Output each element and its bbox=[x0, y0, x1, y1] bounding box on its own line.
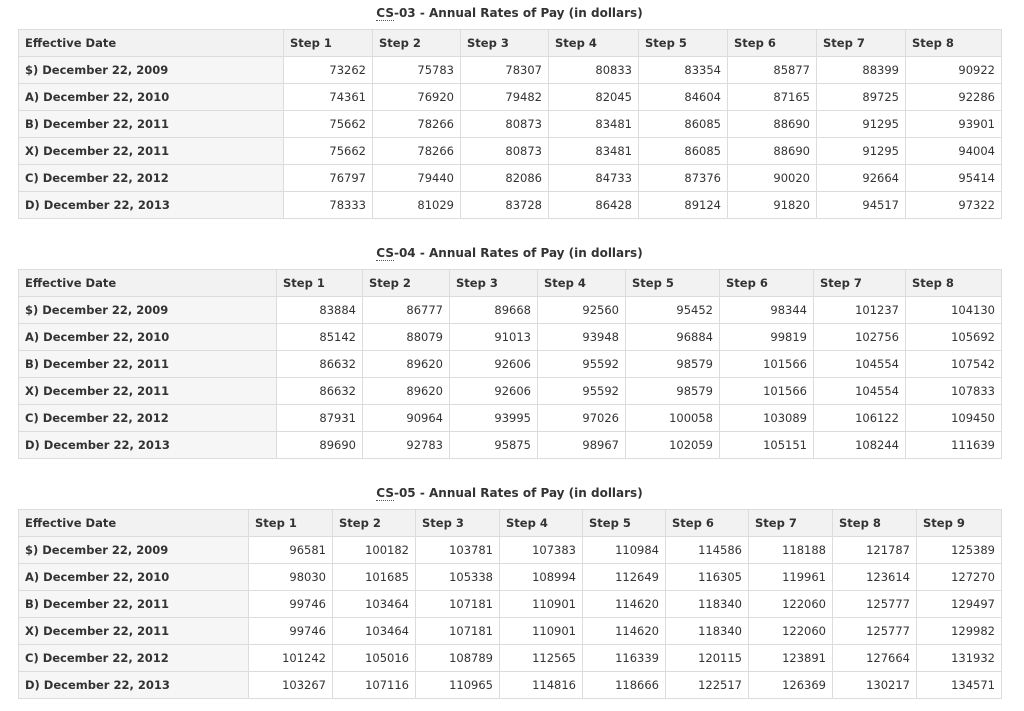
pay-rate-cell: 107181 bbox=[416, 591, 500, 618]
pay-rate-cell: 99819 bbox=[720, 324, 814, 351]
pay-rate-cell: 88690 bbox=[728, 111, 817, 138]
pay-rate-cell: 95592 bbox=[538, 378, 626, 405]
pay-rate-cell: 83354 bbox=[639, 57, 728, 84]
caption-text: -04 - Annual Rates of Pay (in dollars) bbox=[393, 246, 643, 260]
pay-rate-cell: 73262 bbox=[284, 57, 373, 84]
pay-rate-cell: 86632 bbox=[277, 378, 363, 405]
pay-rates-table bbox=[18, 509, 1002, 699]
pay-rate-cell: 89668 bbox=[450, 297, 538, 324]
pay-rate-cell: 83481 bbox=[549, 138, 639, 165]
column-header-step: Step 6 bbox=[728, 30, 817, 57]
pay-rate-cell: 91820 bbox=[728, 192, 817, 219]
column-header-step: Step 7 bbox=[817, 30, 906, 57]
pay-rate-cell: 98579 bbox=[626, 351, 720, 378]
effective-date-cell: C) December 22, 2012 bbox=[19, 405, 277, 432]
pay-rate-cell: 116305 bbox=[666, 564, 749, 591]
pay-rate-cell: 87931 bbox=[277, 405, 363, 432]
effective-date-cell: $) December 22, 2009 bbox=[19, 297, 277, 324]
pay-rate-cell: 110965 bbox=[416, 672, 500, 699]
table-row bbox=[19, 432, 1002, 459]
pay-rate-cell: 86085 bbox=[639, 138, 728, 165]
pay-rate-cell: 122060 bbox=[749, 591, 833, 618]
pay-rate-cell: 103089 bbox=[720, 405, 814, 432]
pay-rate-cell: 127664 bbox=[833, 645, 917, 672]
pay-rate-cell: 96581 bbox=[249, 537, 333, 564]
pay-rate-cell: 101566 bbox=[720, 351, 814, 378]
effective-date-cell: A) December 22, 2010 bbox=[19, 84, 284, 111]
effective-date-cell: B) December 22, 2011 bbox=[19, 111, 284, 138]
pay-rate-cell: 94517 bbox=[817, 192, 906, 219]
table-row bbox=[19, 165, 1002, 192]
column-header-step: Step 1 bbox=[277, 270, 363, 297]
effective-date-cell: B) December 22, 2011 bbox=[19, 351, 277, 378]
pay-rate-cell: 81029 bbox=[373, 192, 461, 219]
pay-rate-cell: 122060 bbox=[749, 618, 833, 645]
column-header-step: Step 6 bbox=[666, 510, 749, 537]
pay-rate-cell: 127270 bbox=[917, 564, 1002, 591]
pay-rate-cell: 129497 bbox=[917, 591, 1002, 618]
table-row bbox=[19, 591, 1002, 618]
pay-rate-cell: 92606 bbox=[450, 351, 538, 378]
pay-rate-cell: 89124 bbox=[639, 192, 728, 219]
effective-date-cell: D) December 22, 2013 bbox=[19, 672, 249, 699]
pay-rate-cell: 95592 bbox=[538, 351, 626, 378]
column-header-step: Step 5 bbox=[583, 510, 666, 537]
effective-date-cell: D) December 22, 2013 bbox=[19, 432, 277, 459]
header-row bbox=[19, 270, 1002, 297]
pay-rate-cell: 76797 bbox=[284, 165, 373, 192]
pay-rate-cell: 76920 bbox=[373, 84, 461, 111]
column-header-step: Step 5 bbox=[639, 30, 728, 57]
column-header-step: Step 8 bbox=[906, 30, 1002, 57]
pay-rate-cell: 83884 bbox=[277, 297, 363, 324]
pay-rate-cell: 89620 bbox=[363, 378, 450, 405]
column-header-step: Step 8 bbox=[906, 270, 1002, 297]
caption-abbreviation: CS bbox=[376, 246, 394, 260]
caption-text: -05 - Annual Rates of Pay (in dollars) bbox=[393, 486, 643, 500]
effective-date-cell: X) December 22, 2011 bbox=[19, 378, 277, 405]
pay-rate-cell: 92783 bbox=[363, 432, 450, 459]
column-header-step: Step 2 bbox=[373, 30, 461, 57]
pay-rate-cell: 97322 bbox=[906, 192, 1002, 219]
table-caption bbox=[18, 5, 1001, 21]
pay-rate-cell: 78333 bbox=[284, 192, 373, 219]
table-row bbox=[19, 192, 1002, 219]
pay-rate-cell: 102059 bbox=[626, 432, 720, 459]
pay-rate-cell: 101566 bbox=[720, 378, 814, 405]
pay-rate-cell: 88690 bbox=[728, 138, 817, 165]
pay-rate-cell: 116339 bbox=[583, 645, 666, 672]
pay-rate-cell: 91295 bbox=[817, 111, 906, 138]
pay-rate-cell: 78266 bbox=[373, 138, 461, 165]
pay-rate-cell: 78307 bbox=[461, 57, 549, 84]
pay-rate-cell: 112649 bbox=[583, 564, 666, 591]
effective-date-cell: A) December 22, 2010 bbox=[19, 324, 277, 351]
column-header-step: Step 4 bbox=[538, 270, 626, 297]
pay-rate-cell: 85142 bbox=[277, 324, 363, 351]
pay-rate-cell: 111639 bbox=[906, 432, 1002, 459]
pay-rate-cell: 89620 bbox=[363, 351, 450, 378]
pay-table-section bbox=[18, 485, 1001, 699]
pay-rate-cell: 84604 bbox=[639, 84, 728, 111]
column-header-step: Step 2 bbox=[363, 270, 450, 297]
pay-rate-cell: 100058 bbox=[626, 405, 720, 432]
table-row bbox=[19, 324, 1002, 351]
pay-rate-cell: 107542 bbox=[906, 351, 1002, 378]
pay-rate-cell: 110901 bbox=[500, 591, 583, 618]
pay-rate-cell: 119961 bbox=[749, 564, 833, 591]
pay-rate-cell: 123891 bbox=[749, 645, 833, 672]
pay-rate-cell: 103464 bbox=[333, 591, 416, 618]
pay-rate-cell: 99746 bbox=[249, 618, 333, 645]
pay-rate-cell: 114586 bbox=[666, 537, 749, 564]
pay-rate-cell: 107181 bbox=[416, 618, 500, 645]
pay-rate-cell: 91013 bbox=[450, 324, 538, 351]
pay-rate-cell: 125389 bbox=[917, 537, 1002, 564]
effective-date-cell: X) December 22, 2011 bbox=[19, 618, 249, 645]
pay-rate-cell: 87376 bbox=[639, 165, 728, 192]
column-header-effective-date: Effective Date bbox=[19, 510, 249, 537]
pay-rate-cell: 114816 bbox=[500, 672, 583, 699]
caption-abbreviation: CS bbox=[376, 486, 394, 500]
pay-rate-cell: 93901 bbox=[906, 111, 1002, 138]
effective-date-cell: $) December 22, 2009 bbox=[19, 537, 249, 564]
table-caption bbox=[18, 485, 1001, 501]
table-body bbox=[19, 297, 1002, 459]
column-header-step: Step 6 bbox=[720, 270, 814, 297]
pay-rate-cell: 95452 bbox=[626, 297, 720, 324]
pay-rate-cell: 101242 bbox=[249, 645, 333, 672]
pay-rates-table bbox=[18, 269, 1002, 459]
table-row bbox=[19, 297, 1002, 324]
pay-rate-cell: 90020 bbox=[728, 165, 817, 192]
pay-rate-cell: 75662 bbox=[284, 111, 373, 138]
effective-date-cell: D) December 22, 2013 bbox=[19, 192, 284, 219]
pay-rate-cell: 83728 bbox=[461, 192, 549, 219]
pay-rate-cell: 75783 bbox=[373, 57, 461, 84]
table-body bbox=[19, 57, 1002, 219]
column-header-step: Step 7 bbox=[749, 510, 833, 537]
pay-rate-cell: 92560 bbox=[538, 297, 626, 324]
pay-rate-cell: 114620 bbox=[583, 591, 666, 618]
table-caption bbox=[18, 245, 1001, 261]
pay-rate-cell: 105151 bbox=[720, 432, 814, 459]
pay-rate-cell: 79440 bbox=[373, 165, 461, 192]
column-header-effective-date: Effective Date bbox=[19, 30, 284, 57]
pay-rate-cell: 80873 bbox=[461, 138, 549, 165]
effective-date-cell: B) December 22, 2011 bbox=[19, 591, 249, 618]
pay-rate-cell: 125777 bbox=[833, 618, 917, 645]
pay-rate-cell: 86632 bbox=[277, 351, 363, 378]
caption-text: -03 - Annual Rates of Pay (in dollars) bbox=[393, 6, 643, 20]
pay-rate-cell: 74361 bbox=[284, 84, 373, 111]
effective-date-cell: X) December 22, 2011 bbox=[19, 138, 284, 165]
pay-rate-cell: 98344 bbox=[720, 297, 814, 324]
pay-rate-cell: 110901 bbox=[500, 618, 583, 645]
column-header-step: Step 4 bbox=[500, 510, 583, 537]
pay-rate-cell: 108994 bbox=[500, 564, 583, 591]
pay-rate-cell: 131932 bbox=[917, 645, 1002, 672]
pay-rate-cell: 92606 bbox=[450, 378, 538, 405]
pay-rate-cell: 125777 bbox=[833, 591, 917, 618]
table-row bbox=[19, 138, 1002, 165]
table-body bbox=[19, 537, 1002, 699]
pay-rate-cell: 123614 bbox=[833, 564, 917, 591]
pay-rate-cell: 87165 bbox=[728, 84, 817, 111]
pay-rate-cell: 103464 bbox=[333, 618, 416, 645]
pay-table-section bbox=[18, 5, 1001, 219]
pay-rate-cell: 106122 bbox=[814, 405, 906, 432]
pay-rate-cell: 101685 bbox=[333, 564, 416, 591]
table-row bbox=[19, 564, 1002, 591]
effective-date-cell: $) December 22, 2009 bbox=[19, 57, 284, 84]
pay-rate-cell: 83481 bbox=[549, 111, 639, 138]
pay-rate-cell: 93948 bbox=[538, 324, 626, 351]
pay-rate-cell: 88079 bbox=[363, 324, 450, 351]
pay-rate-cell: 118340 bbox=[666, 591, 749, 618]
pay-rate-cell: 121787 bbox=[833, 537, 917, 564]
pay-rate-cell: 78266 bbox=[373, 111, 461, 138]
table-row bbox=[19, 405, 1002, 432]
pay-rate-cell: 95875 bbox=[450, 432, 538, 459]
column-header-step: Step 7 bbox=[814, 270, 906, 297]
effective-date-cell: A) December 22, 2010 bbox=[19, 564, 249, 591]
column-header-step: Step 5 bbox=[626, 270, 720, 297]
pay-rate-cell: 129982 bbox=[917, 618, 1002, 645]
column-header-step: Step 2 bbox=[333, 510, 416, 537]
table-row bbox=[19, 645, 1002, 672]
pay-rate-cell: 101237 bbox=[814, 297, 906, 324]
pay-rate-cell: 112565 bbox=[500, 645, 583, 672]
column-header-step: Step 3 bbox=[416, 510, 500, 537]
pay-rate-cell: 102756 bbox=[814, 324, 906, 351]
header-row bbox=[19, 510, 1002, 537]
pay-rate-cell: 105692 bbox=[906, 324, 1002, 351]
column-header-step: Step 8 bbox=[833, 510, 917, 537]
pay-rate-cell: 120115 bbox=[666, 645, 749, 672]
pay-rates-table bbox=[18, 29, 1002, 219]
column-header-effective-date: Effective Date bbox=[19, 270, 277, 297]
pay-rate-cell: 75662 bbox=[284, 138, 373, 165]
pay-rate-cell: 94004 bbox=[906, 138, 1002, 165]
header-row bbox=[19, 30, 1002, 57]
pay-rate-cell: 134571 bbox=[917, 672, 1002, 699]
pay-rate-cell: 86085 bbox=[639, 111, 728, 138]
pay-rate-cell: 85877 bbox=[728, 57, 817, 84]
pay-rate-cell: 108244 bbox=[814, 432, 906, 459]
pay-rate-cell: 108789 bbox=[416, 645, 500, 672]
pay-rate-cell: 104554 bbox=[814, 378, 906, 405]
pay-rate-cell: 118666 bbox=[583, 672, 666, 699]
pay-rate-cell: 89690 bbox=[277, 432, 363, 459]
pay-rate-cell: 89725 bbox=[817, 84, 906, 111]
pay-rate-cell: 92286 bbox=[906, 84, 1002, 111]
pay-rate-cell: 99746 bbox=[249, 591, 333, 618]
pay-rate-cell: 105338 bbox=[416, 564, 500, 591]
pay-rate-cell: 104554 bbox=[814, 351, 906, 378]
pay-rate-cell: 105016 bbox=[333, 645, 416, 672]
pay-rate-cell: 97026 bbox=[538, 405, 626, 432]
table-row bbox=[19, 84, 1002, 111]
pay-rate-cell: 103267 bbox=[249, 672, 333, 699]
pay-rate-cell: 86428 bbox=[549, 192, 639, 219]
table-row bbox=[19, 672, 1002, 699]
column-header-step: Step 9 bbox=[917, 510, 1002, 537]
pay-rate-cell: 84733 bbox=[549, 165, 639, 192]
pay-rate-cell: 98579 bbox=[626, 378, 720, 405]
pay-rate-cell: 103781 bbox=[416, 537, 500, 564]
pay-rate-cell: 88399 bbox=[817, 57, 906, 84]
pay-rate-cell: 82086 bbox=[461, 165, 549, 192]
pay-rate-cell: 93995 bbox=[450, 405, 538, 432]
effective-date-cell: C) December 22, 2012 bbox=[19, 165, 284, 192]
pay-rate-cell: 107383 bbox=[500, 537, 583, 564]
pay-rate-cell: 91295 bbox=[817, 138, 906, 165]
column-header-step: Step 1 bbox=[284, 30, 373, 57]
pay-rate-cell: 98967 bbox=[538, 432, 626, 459]
pay-rate-cell: 107833 bbox=[906, 378, 1002, 405]
pay-rate-cell: 79482 bbox=[461, 84, 549, 111]
caption-abbreviation: CS bbox=[376, 6, 394, 20]
pay-rate-cell: 95414 bbox=[906, 165, 1002, 192]
pay-rate-cell: 107116 bbox=[333, 672, 416, 699]
pay-rate-cell: 104130 bbox=[906, 297, 1002, 324]
pay-rate-cell: 100182 bbox=[333, 537, 416, 564]
pay-rate-cell: 114620 bbox=[583, 618, 666, 645]
pay-rate-cell: 122517 bbox=[666, 672, 749, 699]
table-row bbox=[19, 618, 1002, 645]
pay-rate-cell: 90964 bbox=[363, 405, 450, 432]
pay-rate-cell: 130217 bbox=[833, 672, 917, 699]
pay-rate-cell: 90922 bbox=[906, 57, 1002, 84]
pay-rate-cell: 92664 bbox=[817, 165, 906, 192]
pay-rate-cell: 80833 bbox=[549, 57, 639, 84]
pay-rate-cell: 80873 bbox=[461, 111, 549, 138]
pay-rate-cell: 86777 bbox=[363, 297, 450, 324]
column-header-step: Step 3 bbox=[450, 270, 538, 297]
table-row bbox=[19, 111, 1002, 138]
table-row bbox=[19, 351, 1002, 378]
pay-rate-cell: 98030 bbox=[249, 564, 333, 591]
pay-table-section bbox=[18, 245, 1001, 459]
column-header-step: Step 1 bbox=[249, 510, 333, 537]
pay-rate-cell: 82045 bbox=[549, 84, 639, 111]
pay-rate-cell: 118340 bbox=[666, 618, 749, 645]
table-row bbox=[19, 57, 1002, 84]
table-row bbox=[19, 537, 1002, 564]
pay-rate-cell: 96884 bbox=[626, 324, 720, 351]
column-header-step: Step 3 bbox=[461, 30, 549, 57]
column-header-step: Step 4 bbox=[549, 30, 639, 57]
pay-rate-cell: 109450 bbox=[906, 405, 1002, 432]
pay-rate-cell: 118188 bbox=[749, 537, 833, 564]
pay-rate-cell: 110984 bbox=[583, 537, 666, 564]
table-row bbox=[19, 378, 1002, 405]
effective-date-cell: C) December 22, 2012 bbox=[19, 645, 249, 672]
pay-rate-cell: 126369 bbox=[749, 672, 833, 699]
